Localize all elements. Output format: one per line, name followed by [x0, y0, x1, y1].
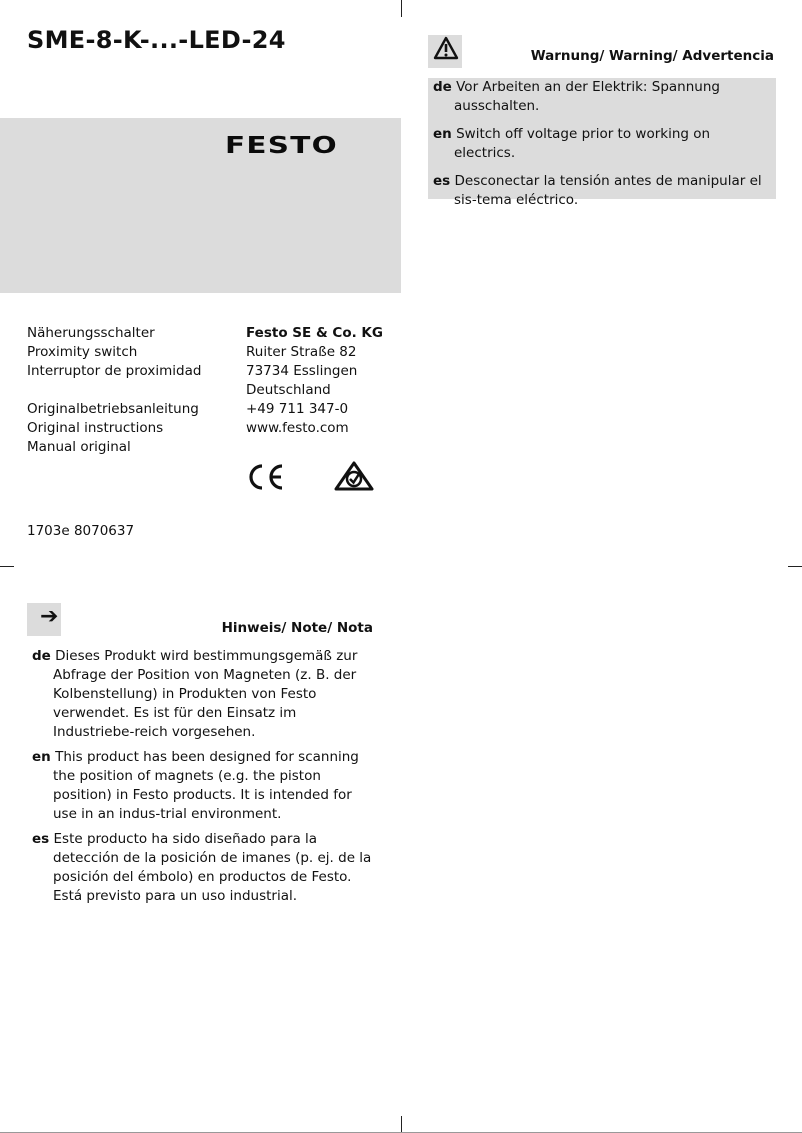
ce-mark-icon — [246, 463, 286, 491]
warning-body — [428, 78, 776, 208]
country: Deutschland — [246, 382, 331, 398]
warning-triangle-icon — [433, 36, 459, 60]
phone: +49 711 347-0 — [246, 401, 349, 417]
note-item-en: en This product has been designed for scanning the position of magnets (e.g. the piston position) in Festo products. It is intended for use in an indus-trial environment. — [32, 749, 359, 822]
instructions-en: Original instructions — [27, 420, 164, 436]
product-name-es: Interruptor de proximidad — [27, 363, 202, 379]
page-title: SME-8-K-...-LED-24 — [27, 26, 286, 54]
crop-mark-top — [401, 0, 402, 17]
rcm-mark-icon — [334, 461, 374, 491]
manufacturer-address — [246, 324, 406, 438]
crop-mark-bottom — [401, 1116, 402, 1133]
warning-item-es: es Desconectar la tensión antes de manipular el sis-tema eléctrico. — [433, 173, 762, 208]
company-name: Festo SE & Co. KG — [246, 325, 383, 341]
arrow-right-icon: ➔ — [40, 604, 59, 629]
note-title: Hinweis/ Note/ Nota — [221, 620, 373, 636]
product-name-de: Näherungsschalter — [27, 325, 155, 341]
note-item-de: de Dieses Produkt wird bestimmungsgemäß zur Abfrage der Position von Magneten (z. B. der Kolbenstellung) in Produkten von Festo verwendet. Es ist für den Einsatz im Industriebe-reich vorgesehen. — [32, 648, 358, 740]
warning-title: Warnung/ Warning/ Advertencia — [530, 48, 774, 64]
instructions-de: Originalbetriebsanleitung — [27, 401, 199, 417]
instructions-es: Manual original — [27, 439, 131, 455]
city: 73734 Esslingen — [246, 363, 358, 379]
website: www.festo.com — [246, 420, 349, 436]
crop-mark-left — [0, 566, 14, 567]
product-name-en: Proximity switch — [27, 344, 138, 360]
product-info — [27, 324, 237, 457]
warning-item-de: de Vor Arbeiten an der Elektrik: Spannung ausschalten. — [433, 79, 720, 114]
festo-logo: FESTO — [225, 133, 338, 159]
brand-panel — [0, 118, 401, 293]
note-item-es: es Este producto ha sido diseñado para la detección de la posición de imanes (p. ej. de la posición del émbolo) en productos de Festo. Está previsto para un uso industrial. — [32, 831, 372, 904]
document-code: 1703e 8070637 — [27, 523, 135, 539]
crop-mark-right — [788, 566, 802, 567]
note-body — [32, 647, 372, 912]
street: Ruiter Straße 82 — [246, 344, 357, 360]
warning-item-en: en Switch off voltage prior to working on electrics. — [433, 126, 711, 161]
